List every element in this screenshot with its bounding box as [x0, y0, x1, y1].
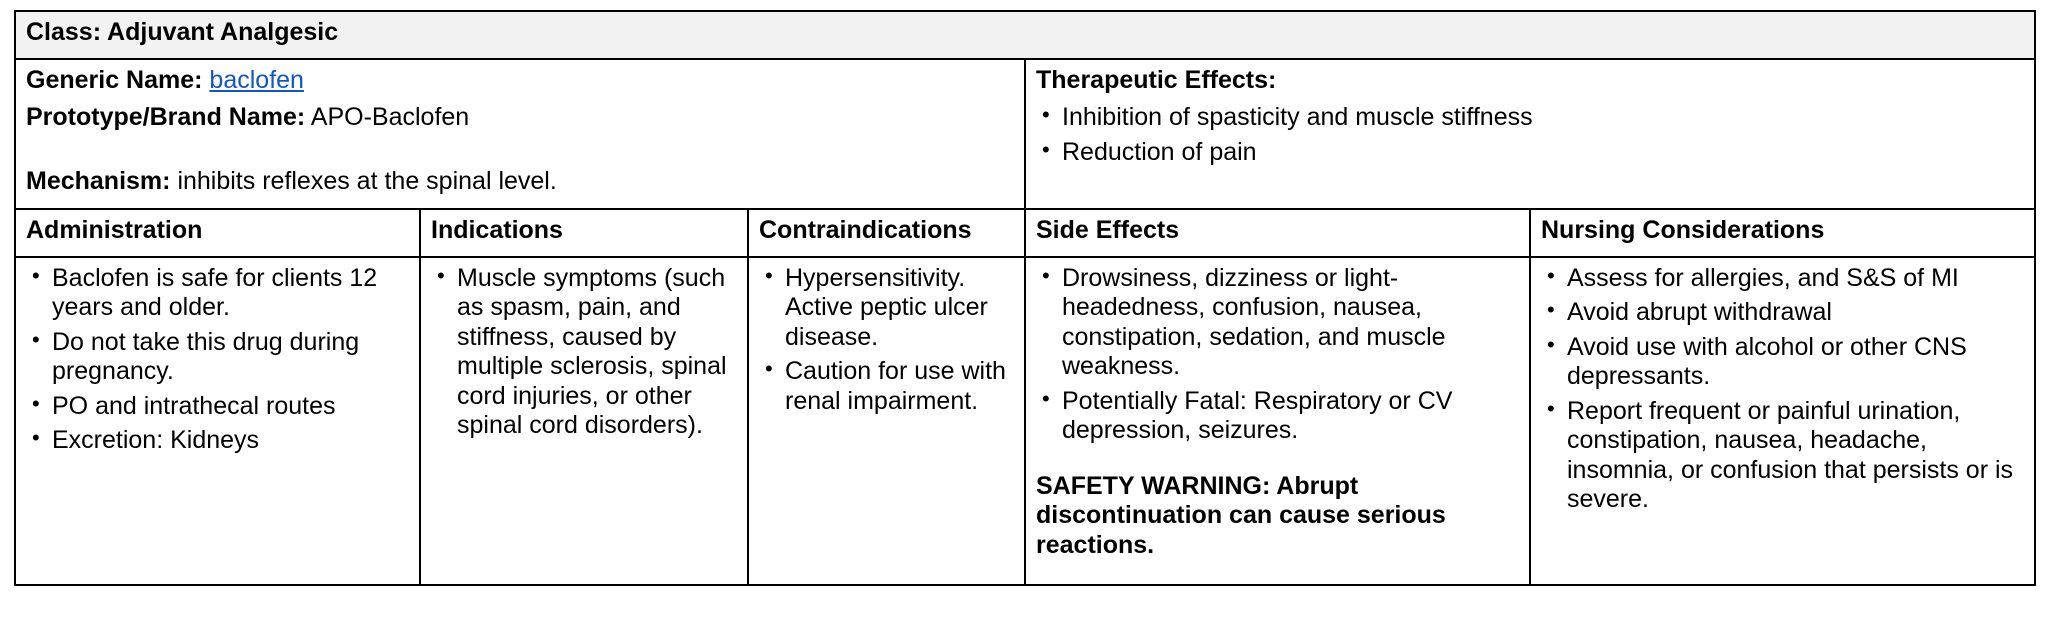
- list-item: • Muscle symptoms (such as spasm, pain, and stiffness, caused by multiple sclerosis, spinal cord injuries, or other spinal cord disorders).: [431, 264, 737, 441]
- column-header-indications: Indications: [420, 209, 748, 257]
- list-item: • Report frequent or painful urination, constipation, nausea, headache, insomnia, or confusion that persists or is severe.: [1541, 397, 2024, 515]
- indications-cell: [420, 257, 748, 585]
- column-header-row: [15, 209, 2035, 257]
- brand-name-value: APO-Baclofen: [310, 103, 470, 131]
- brand-name-label: Prototype/Brand Name:: [26, 103, 306, 131]
- list-item: • Avoid abrupt withdrawal: [1541, 298, 2024, 328]
- mechanism-line: [26, 167, 1014, 197]
- therapeutic-effects-label: Therapeutic Effects:: [1036, 65, 1277, 94]
- nursing-considerations-cell: [1530, 257, 2035, 585]
- nursing-considerations-list: [1541, 264, 2024, 515]
- list-item: • Drowsiness, dizziness or light-headedness, confusion, nausea, constipation, sedation, and muscle weakness.: [1036, 264, 1519, 382]
- side-effects-cell: [1025, 257, 1530, 585]
- therapeutic-effects-list: [1036, 103, 2024, 167]
- administration-cell: [15, 257, 420, 585]
- list-item: • Baclofen is safe for clients 12 years and older.: [26, 264, 409, 323]
- list-item: • PO and intrathecal routes: [26, 392, 409, 422]
- header-info-row: [15, 59, 2035, 210]
- drug-card-table: [14, 10, 2036, 586]
- list-item: • Do not take this drug during pregnancy.: [26, 328, 409, 387]
- contraindications-list: [759, 264, 1014, 417]
- column-header-administration: Administration: [15, 209, 420, 257]
- generic-name-link[interactable]: baclofen: [209, 65, 304, 94]
- class-row: [15, 11, 2035, 59]
- column-header-contraindications: Contraindications: [748, 209, 1025, 257]
- list-item: • Avoid use with alcohol or other CNS depressants.: [1541, 333, 2024, 392]
- mechanism-label: Mechanism:: [26, 166, 171, 195]
- safety-warning: SAFETY WARNING: Abrupt discontinuation can cause serious reactions.: [1036, 471, 1446, 559]
- mechanism-value: inhibits reflexes at the spinal level.: [177, 166, 557, 195]
- list-item: • Excretion: Kidneys: [26, 426, 409, 456]
- generic-name-line: [26, 66, 1014, 96]
- list-item: • Inhibition of spasticity and muscle stiffness: [1036, 103, 2024, 133]
- drug-identity-cell: [15, 59, 1025, 210]
- contraindications-cell: [748, 257, 1025, 585]
- column-body-row: [15, 257, 2035, 585]
- list-item: • Reduction of pain: [1036, 138, 2024, 168]
- generic-name-label: Generic Name:: [26, 65, 203, 94]
- indications-list: [431, 264, 737, 441]
- list-item: • Assess for allergies, and S&S of MI: [1541, 264, 2024, 294]
- list-item: • Potentially Fatal: Respiratory or CV depression, seizures.: [1036, 387, 1519, 446]
- side-effects-list: [1036, 264, 1519, 446]
- column-header-side-effects: Side Effects: [1025, 209, 1530, 257]
- therapeutic-effects-cell: [1025, 59, 2035, 210]
- list-item: • Caution for use with renal impairment.: [759, 357, 1014, 416]
- column-header-nursing-considerations: Nursing Considerations: [1530, 209, 2035, 257]
- drug-class-cell: Class: Adjuvant Analgesic: [15, 11, 2035, 59]
- administration-list: [26, 264, 409, 456]
- brand-name-line: [26, 103, 1014, 133]
- list-item: • Hypersensitivity. Active peptic ulcer disease.: [759, 264, 1014, 353]
